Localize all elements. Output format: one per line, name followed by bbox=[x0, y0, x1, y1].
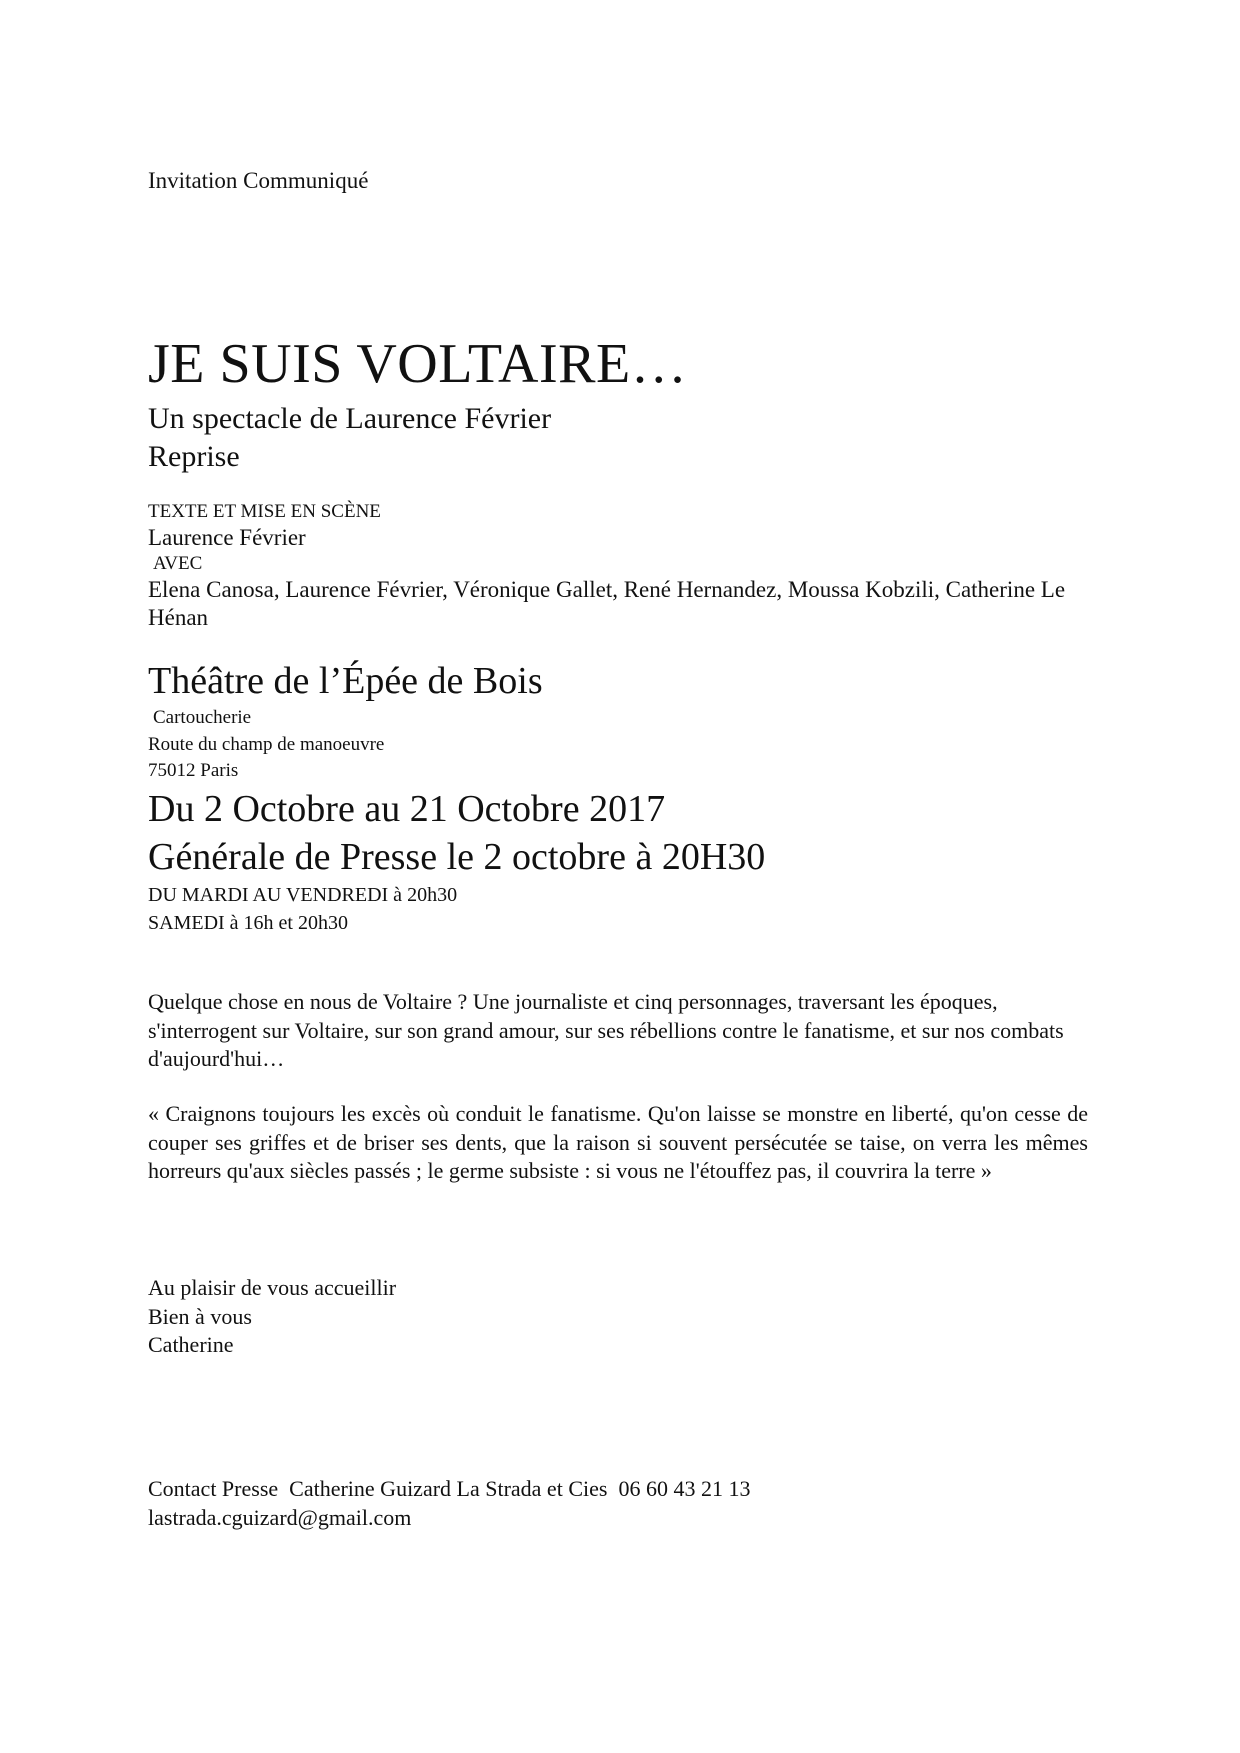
document-label: Invitation Communiqué bbox=[148, 168, 369, 193]
press-night: Générale de Presse le 2 octobre à 20H30 bbox=[148, 836, 766, 878]
voltaire-quote: « Craignons toujours les excès où conduit le fanatisme. Qu'on laisse se monstre en liberté, qu'on cesse de couper ses griffes et de briser ses dents, que la raison si souvent persécutée se taise, on verra les mêmes horreurs qu'aux siècles passés ; le germe subsiste : si vous ne l'étouffez pas, il couvrira la terre » bbox=[148, 1101, 1088, 1183]
run-dates: Du 2 Octobre au 21 Octobre 2017 bbox=[148, 788, 666, 830]
closing-line-2: Bien à vous bbox=[148, 1303, 252, 1329]
contact-label: Contact Presse bbox=[148, 1476, 279, 1501]
venue-address-line-3: 75012 Paris bbox=[148, 760, 239, 781]
venue-address-line-2: Route du champ de manoeuvre bbox=[148, 734, 385, 755]
contact-name: Catherine Guizard La Strada et Cies bbox=[289, 1476, 608, 1501]
show-description: Quelque chose en nous de Voltaire ? Une journaliste et cinq personnages, traversant les époques, s'interrogent sur Voltaire, sur son grand amour, sur ses rébellions contre le fanatisme, et sur nos combats d'aujourd'hui… bbox=[148, 989, 1064, 1071]
contact-line bbox=[148, 1474, 750, 1503]
text-direction-name: Laurence Février bbox=[148, 525, 306, 550]
press-contact bbox=[148, 1474, 750, 1532]
contact-email[interactable]: lastrada.cguizard@gmail.com bbox=[148, 1505, 412, 1530]
closing-block bbox=[148, 1274, 396, 1360]
closing-line-1: Au plaisir de vous accueillir bbox=[148, 1275, 397, 1300]
venue-name: Théâtre de l’Épée de Bois bbox=[148, 660, 543, 702]
show-subtitle: Un spectacle de Laurence Février bbox=[148, 402, 552, 435]
cast-list: Elena Canosa, Laurence Février, Véronique Gallet, René Hernandez, Moussa Kobzili, Catherine Le Hénan bbox=[148, 577, 1066, 630]
cast-label: AVEC bbox=[153, 553, 203, 574]
show-status: Reprise bbox=[148, 440, 240, 473]
text-direction-label: TEXTE ET MISE EN SCÈNE bbox=[148, 501, 381, 522]
signature: Catherine bbox=[148, 1332, 234, 1357]
schedule-saturday: SAMEDI à 16h et 20h30 bbox=[148, 912, 348, 934]
schedule-weekdays: DU MARDI AU VENDREDI à 20h30 bbox=[148, 884, 458, 906]
venue-address-line-1: Cartoucherie bbox=[153, 707, 252, 728]
contact-phone[interactable]: 06 60 43 21 13 bbox=[618, 1476, 751, 1501]
show-title: JE SUIS VOLTAIRE… bbox=[148, 333, 688, 395]
